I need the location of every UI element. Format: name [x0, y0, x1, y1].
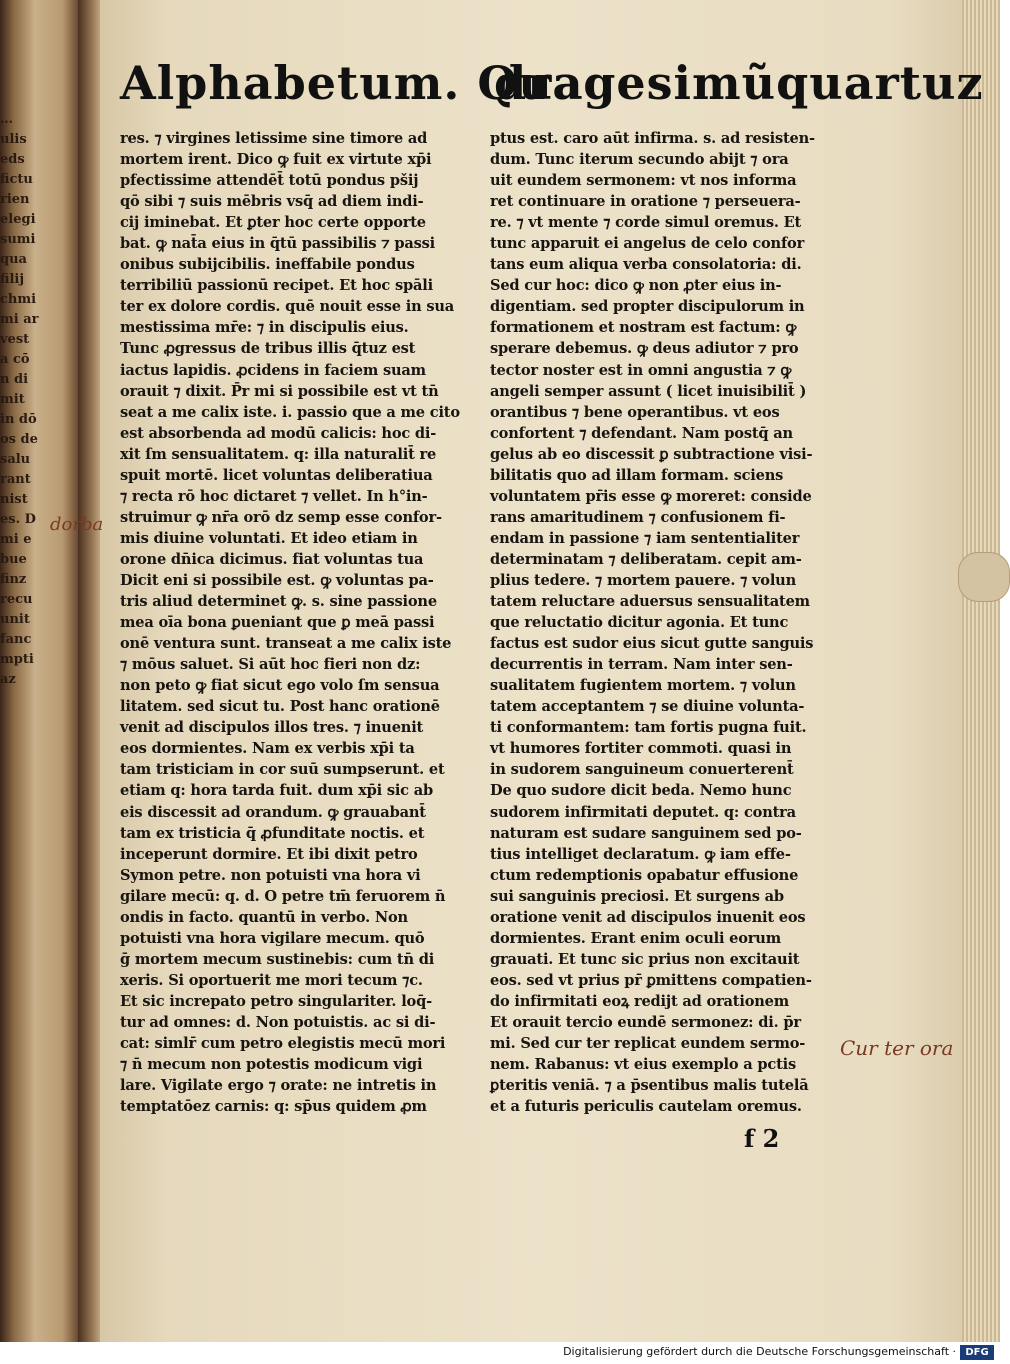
text-line: tans eum aliqua verba consolatoria: di. — [490, 256, 802, 274]
text-line: Tunc ꝓgressus de tribus illis q̄tuz est — [120, 340, 416, 358]
text-line: in sudorem sanguineum conuerterent̄ — [490, 761, 794, 779]
text-line: uit eundem sermonem: vt nos informa — [490, 172, 797, 190]
text-line: pfectissime attendēt̄ totū pondus pšij — [120, 172, 419, 190]
text-line: factus est sudor eius sicut gutte sanguis — [490, 635, 814, 653]
text-line: lare. Vigilate ergo ⁊ orate: ne intretis in — [120, 1077, 437, 1095]
text-line: formationem et nostram est factum: ꝙ — [490, 319, 797, 337]
text-line: endam in passione ⁊ iam sententialiter — [490, 529, 800, 547]
text-line: sperare debemus. ꝙ deus adiutor ⁊ pro — [490, 340, 799, 358]
text-line: ti conformantem: tam fortis pugna fuit. — [490, 719, 807, 737]
text-line: tunc apparuit ei angelus de celo confor — [490, 235, 805, 253]
text-line: non peto ꝙ fiat sicut ego volo ſm sensua — [120, 677, 440, 695]
text-column-right — [490, 128, 820, 1117]
text-line: onē ventura sunt. transeat a me calix iste — [120, 635, 452, 653]
text-line: ter ex dolore cordis. quē nouit esse in sua — [120, 298, 455, 316]
text-line: tatem reluctare aduersus sensualitatem — [490, 593, 810, 611]
text-line: grauati. Et tunc sic prius non excitauit — [490, 950, 800, 968]
text-line: sudorem infirmitati deputet. q: contra — [490, 803, 796, 821]
running-head-left: Alphabetum. Qua — [120, 56, 584, 110]
text-line: mi. Sed cur ter replicat eundem sermo- — [490, 1035, 806, 1053]
text-line: etiam q: hora tarda fuit. dum xp̄i sic ab — [120, 782, 434, 800]
text-line: angeli semper assunt ( licet inuisibilit̄ ) — [490, 382, 807, 400]
text-column-left — [120, 128, 460, 1117]
margin-note-left: dorba — [50, 514, 104, 535]
text-line: xeris. Si oportuerit me mori tecum ⁊c. — [120, 971, 423, 989]
text-line: potuisti vna hora vigilare mecum. quō — [120, 929, 425, 947]
text-line: Et sic increpato petro singulariter. loq̄- — [120, 992, 432, 1010]
book-gutter — [78, 0, 102, 1342]
text-line: tatem acceptantem ⁊ se diuine volunta- — [490, 698, 805, 716]
text-line: Symon petre. non potuisti vna hora vi — [120, 866, 421, 884]
text-line: mestissima mr̄e: ⁊ in discipulis eius. — [120, 319, 409, 337]
text-line: mis diuine voluntati. Et ideo etiam in — [120, 529, 418, 547]
text-line: re. ⁊ vt mente ⁊ corde simul oremus. Et — [490, 214, 802, 232]
text-line: ptus est. caro aūt infirma. s. ad resisten- — [490, 130, 815, 147]
text-line: venit ad discipulos illos tres. ⁊ inuenit — [120, 719, 424, 737]
text-line: est absorbenda ad modū calicis: hoc di- — [120, 424, 437, 442]
text-line: struimur ꝙ nr̄a orō dz semp esse confor- — [120, 508, 442, 526]
text-line: terribiliū passionū recipet. Et hoc spāli — [120, 277, 433, 295]
text-line: et a futuris periculis cautelam oremus. — [490, 1098, 802, 1116]
text-line: plius tedere. ⁊ mortem pauere. ⁊ volun — [490, 571, 797, 589]
text-line: litatem. sed sicut tu. Post hanc orationē — [120, 698, 440, 716]
text-line: naturam est sudare sanguinem sed po- — [490, 824, 802, 842]
text-line: do infirmitati eoꝝ redijt ad orationem — [490, 992, 789, 1010]
text-line: orauit ⁊ dixit. P̄r mi si possibile est vt tn̄ — [120, 382, 439, 400]
text-line: qō sibi ⁊ suis mēbris vsq̄ ad diem indi- — [120, 193, 424, 211]
text-line: inceperunt dormire. Et ibi dixit petro — [120, 845, 418, 863]
text-line: ret continuare in oratione ⁊ perseuera- — [490, 193, 801, 211]
text-line: iactus lapidis. ꝓcidens in faciem suam — [120, 361, 426, 379]
text-line: eos. sed vt prius pr̄ ꝑmittens compatien- — [490, 971, 812, 989]
text-line: vt humores fortiter commoti. quasi in — [490, 740, 792, 758]
text-line: que reluctatio dicitur agonia. Et tunc — [490, 614, 789, 632]
text-line: eis discessit ad orandum. ꝙ grauabant̄ — [120, 803, 426, 821]
text-line: ꝑteritis veniā. ⁊ a p̄sentibus malis tutelā — [490, 1077, 809, 1095]
text-line: res. ⁊ virgines letissime sine timore ad — [120, 130, 428, 147]
text-line: tam tristiciam in cor suū sumpserunt. et — [120, 761, 445, 779]
text-line: bilitatis quo ad illam formam. sciens — [490, 466, 784, 484]
text-line: confortent ⁊ defendant. Nam postq̄ an — [490, 424, 793, 442]
footer-bar — [0, 1342, 1000, 1364]
text-line: mea oīa bona ꝑueniant que ꝑ meā passi — [120, 614, 435, 632]
text-line: rans amaritudinem ⁊ confusionem fi- — [490, 508, 786, 526]
funding-credit: Digitalisierung gefördert durch die Deutsche Forschungsgemeinschaft · — [563, 1345, 956, 1358]
text-line: eos dormientes. Nam ex verbis xp̄i ta — [120, 740, 415, 758]
text-line: spuit mortē. licet voluntas deliberatiua — [120, 466, 433, 484]
text-line: voluntatem pr̄is esse ꝙ moreret: conside — [490, 487, 812, 505]
text-line: orone dn̄ica dicimus. fiat voluntas tua — [120, 550, 424, 568]
page-clasp — [958, 552, 1010, 602]
text-line: tius intelliget declaratum. ꝙ iam effe- — [490, 845, 791, 863]
text-line: oratione venit ad discipulos inuenit eos — [490, 908, 806, 926]
text-line: decurrentis in terram. Nam inter sen- — [490, 656, 793, 674]
text-line: tris aliud determinet ꝙ. s. sine passione — [120, 593, 437, 611]
text-line: De quo sudore dicit beda. Nemo hunc — [490, 782, 792, 800]
text-line: cat: simlr̄ cum petro elegistis mecū mori — [120, 1035, 446, 1053]
text-line: gelus ab eo discessit ꝑ subtractione visi- — [490, 445, 813, 463]
text-line: tam ex tristicia q̄ ꝓfunditate noctis. et — [120, 824, 425, 842]
text-line: cij iminebat. Et ꝑter hoc certe opporte — [120, 214, 426, 232]
text-line: ⁊ recta rō hoc dictaret ⁊ vellet. In h°in- — [120, 487, 428, 505]
text-line: ḡ mortem mecum sustinebis: cum tn̄ di — [120, 950, 435, 968]
margin-note-right: Cur ter ora — [840, 1036, 954, 1060]
facing-page-text: … ulis eds fictu rien elegi sumi qua filij chmi mi ar vest a cō n di mit in dō os de salu rant nist es. D mi e bue finz recu unit fanc mpti az — [0, 112, 39, 687]
text-line: nem. Rabanus: vt eius exemplo a pctis — [490, 1056, 797, 1074]
text-line: onibus subijcibilis. ineffabile pondus — [120, 256, 415, 274]
text-line: determinatam ⁊ deliberatam. cepit am- — [490, 550, 802, 568]
text-line: seat a me calix iste. i. passio que a me cito — [120, 403, 460, 421]
text-line: bat. ꝙ nat̄a eius in q̄tū passibilis ⁊ passi — [120, 235, 435, 253]
text-line: digentiam. sed propter discipulorum in — [490, 298, 805, 316]
text-line: xit ſm sensualitatem. q: illa naturalit̄ re — [120, 445, 437, 463]
text-line: Sed cur hoc: dico ꝙ non ꝓter eius in- — [490, 277, 782, 295]
text-line: dormientes. Erant enim oculi eorum — [490, 929, 781, 947]
text-line: tur ad omnes: d. Non potuistis. ac si di- — [120, 1013, 436, 1031]
text-line: ⁊ n̄ mecum non potestis modicum vigi — [120, 1056, 423, 1074]
text-line: ⁊ mōus saluet. Si aūt hoc fieri non dz: — [120, 656, 421, 674]
text-line: ondis in facto. quantū in verbo. Non — [120, 908, 408, 926]
facing-page-edge — [0, 0, 78, 1342]
text-line: orantibus ⁊ bene operantibus. vt eos — [490, 403, 780, 421]
text-line: Dicit eni si possibile est. ꝙ voluntas pa- — [120, 571, 434, 589]
dfg-logo-icon: DFG — [960, 1345, 994, 1360]
text-line: sualitatem fugientem mortem. ⁊ volun — [490, 677, 796, 695]
text-line: mortem irent. Dico ꝙ fuit ex virtute xp̄i — [120, 151, 432, 169]
running-head-right: dragesimũquartuz — [494, 56, 984, 110]
text-line: gilare mecū: q. d. O petre tm̄ feruorem n̄ — [120, 887, 446, 905]
text-line: Et orauit tercio eundē sermonez: di. p̄r — [490, 1013, 801, 1031]
page-edges — [962, 0, 1000, 1342]
text-line: tector noster est in omni angustia ⁊ ꝙ — [490, 361, 792, 379]
signature-mark: f 2 — [744, 1124, 780, 1153]
text-line: temptatōez carnis: q: sp̄us quidem ꝓm — [120, 1098, 427, 1116]
text-line: ctum redemptionis opabatur effusione — [490, 866, 799, 884]
text-line: dum. Tunc iterum secundo abijt ⁊ ora — [490, 151, 789, 169]
text-line: sui sanguinis preciosi. Et surgens ab — [490, 887, 784, 905]
